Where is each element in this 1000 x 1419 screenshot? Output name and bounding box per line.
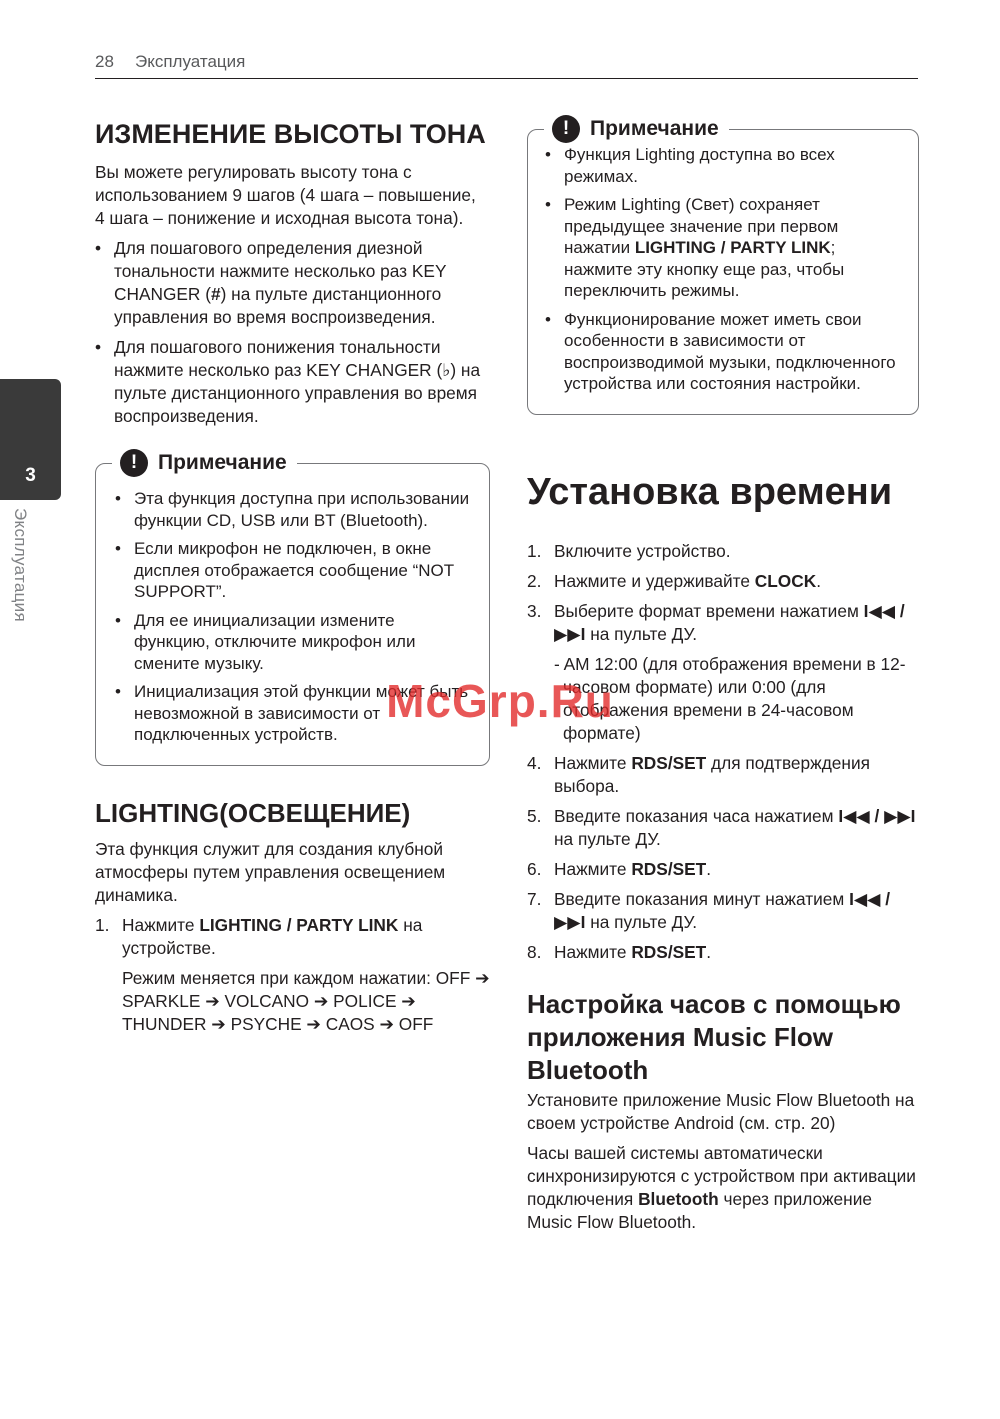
list-item: 1. Нажмите LIGHTING / PARTY LINK на устройстве. Режим меняется при каждом нажатии: OFF ➔ SPARKLE ➔ VOLCANO ➔ POLICE ➔ THUNDER ➔ PSYCHE ➔ CAOS ➔ OFF (95, 914, 490, 1034)
list-item: • Если микрофон не подключен, в окне дисплея отображается сообщение “NOT SUPPORT”. (115, 538, 475, 603)
section-title: Эксплуатация (135, 52, 246, 71)
list-item: • Для пошагового определения диезной тональности нажмите несколько раз KEY CHANGER (#) на пульте дистанционного управления во время воспроизведения. (95, 237, 490, 329)
list-item: • Для ее инициализации измените функцию, отключите микрофон или смените музыку. (115, 610, 475, 675)
chapter-label: Эксплуатация (11, 508, 30, 622)
clock-steps (527, 540, 919, 964)
list-item: • Для пошагового понижения тональности нажмите несколько раз KEY CHANGER (♭) на пульте дистанционного управления во время воспроизведения. (95, 336, 490, 428)
skip-buttons-icon: I◀◀ / ▶▶I (554, 888, 891, 932)
clock-title: Установка времени (527, 470, 893, 513)
list-item: • Эта функция доступна при использовании функции CD, USB или BT (Bluetooth). (115, 488, 475, 531)
lighting-intro: Эта функция служит для создания клубной атмосферы путем управления освещением динамика. (95, 838, 446, 905)
time-format-note: - AM 12:00 (для отображения времени в 12-часовом формате) или 0:00 (для отображения времени в 24-часовом формате) (554, 653, 906, 743)
note-header (544, 113, 729, 145)
pitch-title: ИЗМЕНЕНИЕ ВЫСОТЫ ТОНА (95, 119, 486, 149)
musicflow-title: Настройка часов с помощью приложения Music Flow Bluetooth (527, 988, 901, 1085)
note-box-lighting (527, 117, 919, 415)
watermark: McGrp.Ru (386, 675, 614, 727)
page-number: 28 (95, 52, 114, 71)
list-item: 1. Включите устройство. (527, 540, 731, 561)
musicflow-p2: Часы вашей системы автоматически синхронизируются с устройством при активации подключения Bluetooth через приложение Music Flow Bluetooth. (527, 1142, 916, 1232)
list-item: • Режим Lighting (Свет) сохраняет предыдущее значение при первом нажатии LIGHTING / PARTY LINK; нажмите эту кнопку еще раз, чтобы переключить режимы. (545, 194, 904, 302)
list-item: • Инициализация этой функции может быть невозможной в зависимости от подключенных устройств. (115, 681, 475, 746)
skip-buttons-icon: I◀◀ / ▶▶I (554, 600, 905, 644)
list-item: 3. Выберите формат времени нажатием I◀◀ / ▶▶I на пульте ДУ. - AM 12:00 (для отображения времени в 12-часовом формате) или 0:00 (для отображения времени в 24-часовом формате) (527, 600, 919, 745)
list-item: • Функционирование может иметь свои особенности в зависимости от воспроизводимой музыки, подключенного устройства или состояния настройки. (545, 309, 904, 395)
exclamation-icon: ! (552, 115, 580, 143)
pitch-intro: Вы можете регулировать высоту тона с использованием 9 шагов (4 шага – повышение, 4 шага – понижение и исходная высота тона). (95, 162, 476, 228)
list-item: 7. Введите показания минут нажатием I◀◀ / ▶▶I на пульте ДУ. (527, 888, 891, 932)
list-item: 2. Нажмите и удерживайте CLOCK. (527, 570, 822, 591)
flat-symbol: ♭ (442, 360, 451, 380)
sharp-symbol: # (210, 284, 221, 304)
lighting-title: LIGHTING(ОСВЕЩЕНИЕ) (95, 797, 411, 828)
pitch-bullets (95, 237, 490, 428)
list-item: • Функция Lighting доступна во всех режимах. (545, 144, 904, 187)
lighting-modes: Режим меняется при каждом нажатии: OFF ➔ SPARKLE ➔ VOLCANO ➔ POLICE ➔ THUNDER ➔ PSYCHE ➔ CAOS ➔ OFF (122, 967, 490, 1034)
note-title: Примечание (590, 117, 719, 140)
list-item: 6. Нажмите RDS/SET. (527, 858, 712, 879)
chapter-number: 3 (25, 465, 36, 486)
exclamation-icon: ! (120, 449, 148, 477)
note-list (545, 144, 904, 395)
skip-buttons-icon: I◀◀ / ▶▶I (838, 805, 916, 826)
musicflow-p1: Установите приложение Music Flow Bluetooth на своем устройстве Android (см. стр. 20) (527, 1089, 915, 1133)
list-item: 5. Введите показания часа нажатием I◀◀ / ▶▶I на пульте ДУ. (527, 805, 916, 849)
list-item: 4. Нажмите RDS/SET для подтверждения выбора. (527, 752, 870, 796)
left-column (95, 117, 490, 1043)
note-header (112, 447, 297, 479)
page-header (95, 50, 918, 79)
note-title: Примечание (158, 451, 287, 474)
list-item: 8. Нажмите RDS/SET. (527, 941, 712, 962)
lighting-steps (95, 914, 490, 1036)
